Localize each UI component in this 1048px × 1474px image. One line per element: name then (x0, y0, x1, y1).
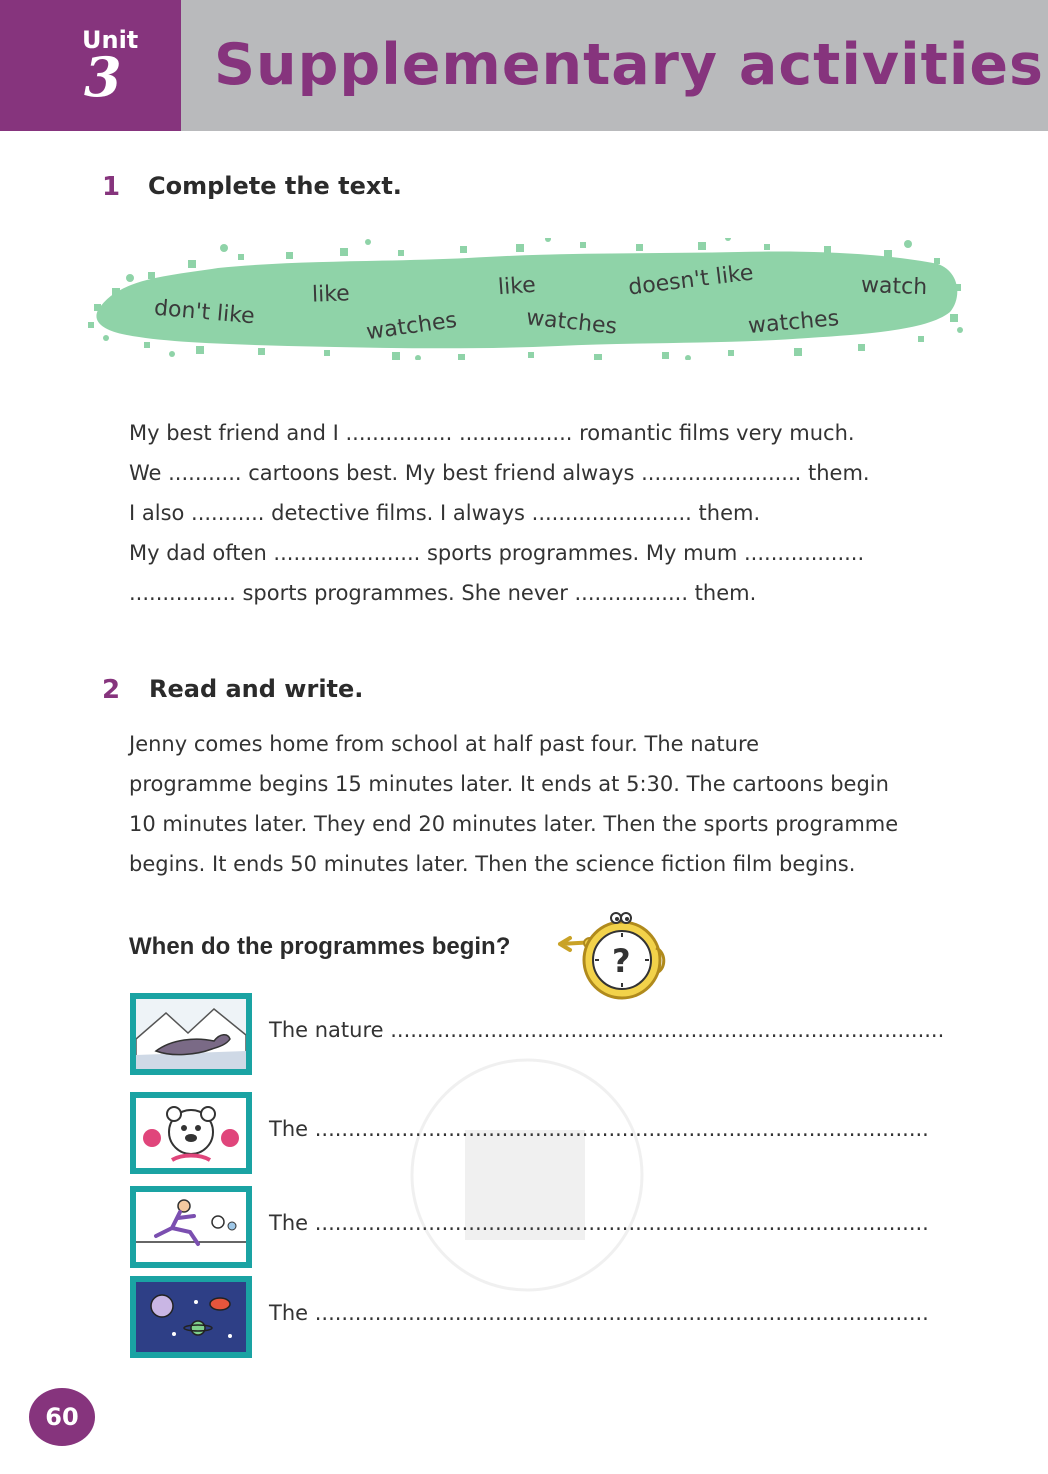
publisher-watermark (405, 1040, 650, 1310)
cartoon-bear-icon (136, 1098, 246, 1168)
answer-line: The ............................................................................................ (269, 1301, 929, 1325)
passage-line: 10 minutes later. They end 20 minutes later. Then the sports programme (129, 812, 899, 836)
answer-line: The ............................................................................................ (269, 1211, 929, 1235)
seal-icon (136, 999, 246, 1069)
unit-badge (0, 0, 181, 131)
sports-thumbnail (130, 1186, 252, 1268)
unit-label: Unit (82, 26, 139, 54)
fill-in-text (129, 413, 929, 613)
section-1-number: 1 (102, 172, 121, 202)
section-1-title: Complete the text. (148, 172, 402, 200)
question-heading: When do the programmes begin? (129, 933, 511, 960)
word-bank-item: doesn't like (626, 260, 755, 301)
page-number: 60 (29, 1388, 95, 1446)
passage-line: begins. It ends 50 minutes later. Then the science fiction film begins. (129, 852, 856, 876)
fill-in-line: We ........... cartoons best. My best friend always ........................ them. (129, 461, 870, 485)
word-bank-item: watches (747, 306, 841, 339)
runner-icon (136, 1192, 246, 1262)
word-bank-item: watch (860, 272, 928, 301)
answer-line: The ............................................................................................ (269, 1117, 929, 1141)
section-2-number: 2 (102, 675, 121, 705)
fill-in-line: My dad often ...................... sports programmes. My mum .................. (129, 541, 865, 565)
passage-line: programme begins 15 minutes later. It ends at 5:30. The cartoons begin (129, 772, 889, 796)
word-bank-item: watches (524, 305, 619, 340)
fill-in-line: My best friend and I ................ ................. romantic films very much. (129, 421, 855, 445)
clock-icon (556, 908, 670, 1004)
fill-in-line: I also ........... detective films. I always ........................ them. (129, 501, 761, 525)
word-bank-item: like (497, 272, 537, 301)
word-bank (88, 238, 964, 360)
unit-number: 3 (84, 45, 122, 109)
page-title: Supplementary activities (214, 32, 1044, 98)
passage-line: Jenny comes home from school at half past four. The nature (129, 732, 760, 756)
word-bank-item: don't like (153, 295, 256, 330)
fill-in-line: ................ sports programmes. She never ................. them. (129, 581, 757, 605)
cartoon-thumbnail (130, 1092, 252, 1174)
word-bank-item: like (311, 281, 351, 308)
section-2-title: Read and write. (149, 675, 364, 703)
science-fiction-thumbnail (130, 1276, 252, 1358)
planets-icon (136, 1282, 246, 1352)
reading-passage (129, 724, 929, 884)
word-bank-splash (88, 238, 964, 360)
word-bank-item: watches (364, 307, 459, 346)
nature-thumbnail (130, 993, 252, 1075)
svg-text:?: ? (612, 942, 631, 980)
answer-line: The nature ................................................................................... (269, 1018, 945, 1042)
